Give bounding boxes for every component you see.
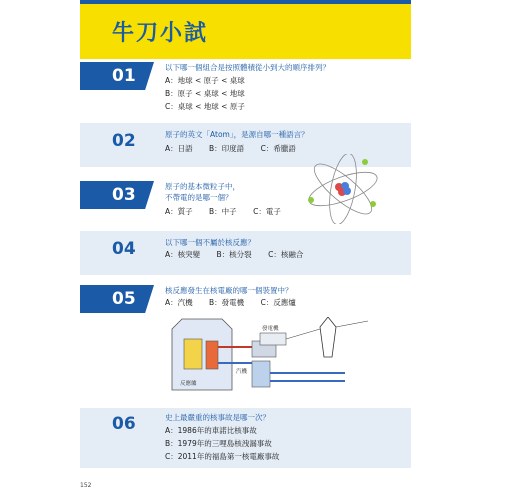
option-a: A：地球 < 原子 < 桌球 [165, 76, 245, 85]
option-c: C：反應爐 [260, 298, 296, 307]
option-b: B：原子 < 桌球 < 地球 [165, 89, 245, 98]
question-number: 04 [112, 239, 136, 259]
power-plant-diagram [170, 317, 370, 392]
option-row [165, 249, 317, 260]
option-a: A：1986年的車諾比核事故 [165, 426, 257, 435]
option-b: B：核分裂 [216, 250, 252, 259]
reactor-label: 反應爐 [180, 381, 197, 387]
option-a: A：核突變 [165, 250, 201, 259]
generator-label: 發電機 [262, 326, 279, 332]
turbine-label: 汽機 [236, 369, 248, 375]
option-c: C：2011年的福島第一核電廠事故 [165, 452, 280, 461]
question-text: 核反應發生在核電廠的哪一個裝置中？ [165, 286, 293, 295]
option-row [165, 143, 310, 154]
question-number: 02 [112, 131, 136, 151]
question-number: 05 [112, 289, 136, 309]
question-number: 03 [112, 185, 136, 205]
question-text-line-1: 原子的基本微粒子中， [165, 182, 240, 191]
option-b: B：發電機 [209, 298, 245, 307]
option-a: A：質子 [165, 207, 193, 216]
option-c: C：核融合 [268, 250, 304, 259]
page-number: 152 [80, 482, 92, 489]
option-c: C：桌球 < 地球 < 原子 [165, 102, 245, 111]
option-row [165, 297, 310, 308]
question-number: 01 [112, 66, 136, 86]
option-b: B：中子 [209, 207, 237, 216]
option-a: A：汽機 [165, 298, 193, 307]
question-text: 以下哪一個組合是按照體積從小到大的順序排列？ [165, 63, 330, 72]
option-a: A：日語 [165, 144, 193, 153]
question-text: 史上最嚴重的核事故是哪一次？ [165, 413, 270, 422]
question-text: 原子的英文「Atom」，是源自哪一種語言？ [165, 130, 309, 139]
question-number: 06 [112, 414, 136, 434]
title-banner [80, 4, 411, 59]
option-row [165, 206, 295, 217]
question-text-line-2: 不帶電的是哪一個？ [165, 193, 233, 202]
option-b: B：1979年的三哩島核洩漏事故 [165, 439, 272, 448]
option-c: C：電子 [253, 207, 281, 216]
option-c: C：希臘語 [260, 144, 296, 153]
atom-illustration [303, 154, 383, 224]
page-title: 牛刀小試 [112, 21, 209, 46]
option-b: B：印度語 [209, 144, 245, 153]
question-text: 以下哪一個不屬於核反應？ [165, 238, 255, 247]
